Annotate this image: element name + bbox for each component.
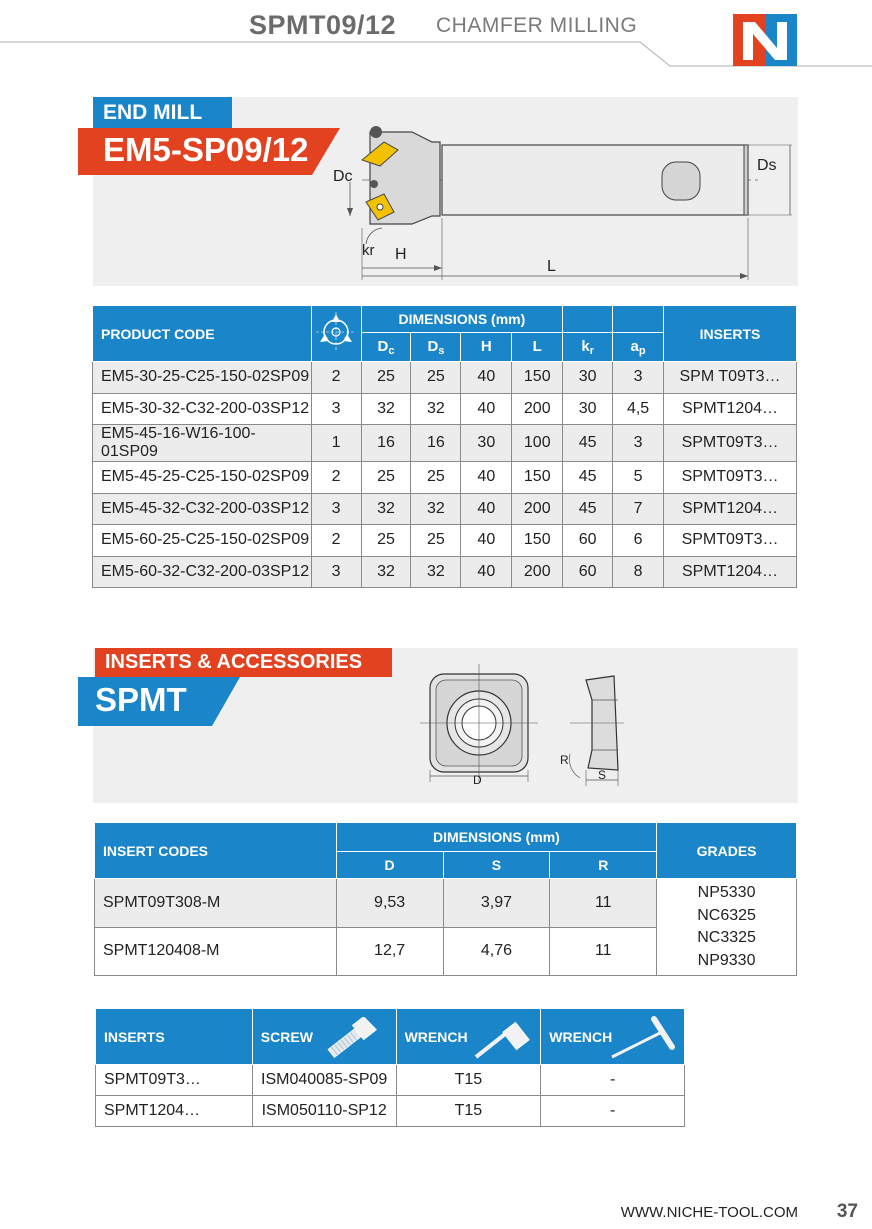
table-cell: 3 [613, 425, 664, 462]
table-cell: 2 [311, 362, 361, 394]
table-cell: 25 [411, 362, 461, 394]
table-cell: 150 [512, 462, 563, 494]
table-row [95, 879, 797, 928]
col-acc-screw [252, 1009, 396, 1065]
inserts-model: SPMT [95, 681, 187, 718]
table-cell: 200 [512, 493, 563, 525]
product-code-cell: EM5-60-25-C25-150-02SP09 [93, 525, 312, 557]
flutes-icon-cell [311, 306, 361, 362]
col-acc-wrench2-label: WRENCH [549, 1028, 613, 1045]
table-cell: SPMT1204… [664, 493, 797, 525]
dc-label: Dc [333, 168, 353, 185]
table-cell: 2 [311, 525, 361, 557]
table-cell: 2 [311, 462, 361, 494]
table-row [93, 425, 797, 462]
col-ins-dim-2: R [550, 852, 657, 879]
l-label: L [547, 258, 556, 275]
table-cell: 11 [550, 927, 657, 976]
table-cell: 32 [411, 556, 461, 588]
table-cell: 3 [311, 393, 361, 425]
brand-logo [733, 14, 797, 66]
table-cell: 25 [361, 525, 411, 557]
table-cell: 4,76 [443, 927, 550, 976]
table-row [93, 362, 797, 394]
table-cell: SPMT09T3… [664, 525, 797, 557]
col-dimensions: DIMENSIONS (mm) [361, 306, 563, 333]
wrench-icon [470, 1011, 532, 1063]
insert-code-cell: SPMT09T308-M [95, 879, 337, 928]
col-product-code: PRODUCT CODE [93, 306, 312, 362]
table-cell: 45 [563, 425, 613, 462]
d-label: D [473, 773, 482, 787]
col-insert-codes: INSERT CODES [95, 823, 337, 879]
col-grades: GRADES [657, 823, 797, 879]
table-cell: 40 [461, 362, 512, 394]
table-cell: 25 [411, 462, 461, 494]
grade-item: NC6325 [697, 906, 756, 924]
product-code-cell: EM5-45-32-C32-200-03SP12 [93, 493, 312, 525]
table-cell: 40 [461, 525, 512, 557]
screw-icon [322, 1017, 380, 1059]
col-dim-0: $D_c$ [361, 333, 411, 362]
table-cell: 45 [563, 493, 613, 525]
col-acc-wrench1 [396, 1009, 541, 1065]
page-number: 37 [836, 1201, 858, 1222]
table-cell: 40 [461, 556, 512, 588]
grades-cell [657, 879, 797, 976]
col-ins-dim-1: S [443, 852, 550, 879]
table-cell: 9,53 [336, 879, 443, 928]
table-cell: 32 [411, 393, 461, 425]
footer-url[interactable]: WWW.NICHE-TOOL.COM [620, 1204, 798, 1221]
col-dim-2: H [461, 333, 512, 362]
table-cell: SPM T09T3… [664, 362, 797, 394]
table-cell: 8 [613, 556, 664, 588]
product-code-cell: EM5-30-25-C25-150-02SP09 [93, 362, 312, 394]
table-cell: 30 [563, 393, 613, 425]
table-cell: 3 [311, 493, 361, 525]
product-code-cell: EM5-60-32-C32-200-03SP12 [93, 556, 312, 588]
table-cell: - [541, 1096, 685, 1127]
table-row [93, 393, 797, 425]
table-cell: 200 [512, 393, 563, 425]
product-code-cell: EM5-45-16-W16-100-01SP09 [93, 425, 312, 462]
insert-cell: SPMT1204… [96, 1096, 253, 1127]
table-cell: T15 [396, 1065, 541, 1096]
table-cell: 3 [311, 556, 361, 588]
col-acc-screw-label: SCREW [260, 1028, 313, 1045]
table-cell: 7 [613, 493, 664, 525]
table-cell: T15 [396, 1096, 541, 1127]
end-mill-model: EM5-SP09/12 [103, 131, 309, 168]
table-cell: 200 [512, 556, 563, 588]
table-cell: 32 [361, 493, 411, 525]
table-cell: ISM040085-SP09 [252, 1065, 396, 1096]
table-cell: 6 [613, 525, 664, 557]
table-cell: 25 [361, 462, 411, 494]
table-cell: 25 [411, 525, 461, 557]
grade-item: NC3325 [697, 929, 756, 946]
header-blank-ap [613, 306, 664, 333]
col-acc-inserts: INSERTS [96, 1009, 253, 1065]
table-cell: 3 [613, 362, 664, 394]
table-cell: SPMT09T3… [664, 462, 797, 494]
col-ins-dim-0: D [336, 852, 443, 879]
product-code-cell: EM5-45-25-C25-150-02SP09 [93, 462, 312, 494]
end-mill-table [92, 305, 797, 588]
end-mill-category: END MILL [93, 97, 232, 128]
table-cell: 40 [461, 493, 512, 525]
page-title: SPMT09/12 [249, 10, 397, 40]
flutes-icon [316, 312, 356, 352]
accessories-table [95, 1008, 685, 1127]
table-cell: SPMT09T3… [664, 425, 797, 462]
table-row [93, 493, 797, 525]
table-cell: SPMT1204… [664, 556, 797, 588]
inserts-category: INSERTS & ACCESSORIES [95, 648, 392, 677]
kr-label: kr [362, 242, 375, 259]
table-row [93, 556, 797, 588]
table-cell: 11 [550, 879, 657, 928]
grade-item: NP5330 [697, 884, 756, 901]
table-row [96, 1096, 685, 1127]
grade-item: NP9330 [697, 951, 756, 969]
table-cell: 40 [461, 393, 512, 425]
table-cell: 150 [512, 362, 563, 394]
table-cell: 12,7 [336, 927, 443, 976]
table-cell: 30 [563, 362, 613, 394]
table-cell: 100 [512, 425, 563, 462]
col-dim-5: $a_p$ [613, 333, 664, 362]
insert-cell: SPMT09T3… [96, 1065, 253, 1096]
col-dim-4: $k_r$ [563, 333, 613, 362]
col-acc-wrench2 [541, 1009, 685, 1065]
table-cell: 16 [411, 425, 461, 462]
table-cell: 32 [411, 493, 461, 525]
table-cell: 32 [361, 393, 411, 425]
col-inserts: INSERTS [664, 306, 797, 362]
table-cell: 60 [563, 525, 613, 557]
table-cell: 16 [361, 425, 411, 462]
table-row [96, 1065, 685, 1096]
end-mill-drawing [322, 118, 792, 288]
table-cell: 40 [461, 462, 512, 494]
col-dim-1: $D_s$ [411, 333, 461, 362]
table-cell: - [541, 1065, 685, 1096]
product-code-cell: EM5-30-32-C32-200-03SP12 [93, 393, 312, 425]
table-cell: 4,5 [613, 393, 664, 425]
col-ins-dimensions: DIMENSIONS (mm) [336, 823, 656, 852]
table-cell: 45 [563, 462, 613, 494]
table-cell: 150 [512, 525, 563, 557]
table-cell: 25 [361, 362, 411, 394]
page-subtitle: CHAMFER MILLING [436, 14, 638, 37]
table-cell: 60 [563, 556, 613, 588]
h-label: H [395, 246, 407, 263]
table-cell: 1 [311, 425, 361, 462]
t-wrench-icon [608, 1013, 678, 1063]
table-row [93, 462, 797, 494]
table-cell: 30 [461, 425, 512, 462]
table-cell: ISM050110-SP12 [252, 1096, 396, 1127]
inserts-table [94, 822, 797, 976]
s-label: S [598, 768, 607, 782]
table-cell: 5 [613, 462, 664, 494]
col-dim-3: L [512, 333, 563, 362]
insert-code-cell: SPMT120408-M [95, 927, 337, 976]
table-cell: 32 [361, 556, 411, 588]
table-row [93, 525, 797, 557]
header-blank-kr [563, 306, 613, 333]
table-cell: 3,97 [443, 879, 550, 928]
r-label: R [560, 753, 569, 767]
table-cell: SPMT1204… [664, 393, 797, 425]
col-acc-wrench1-label: WRENCH [404, 1028, 468, 1045]
ds-label: Ds [757, 157, 777, 174]
